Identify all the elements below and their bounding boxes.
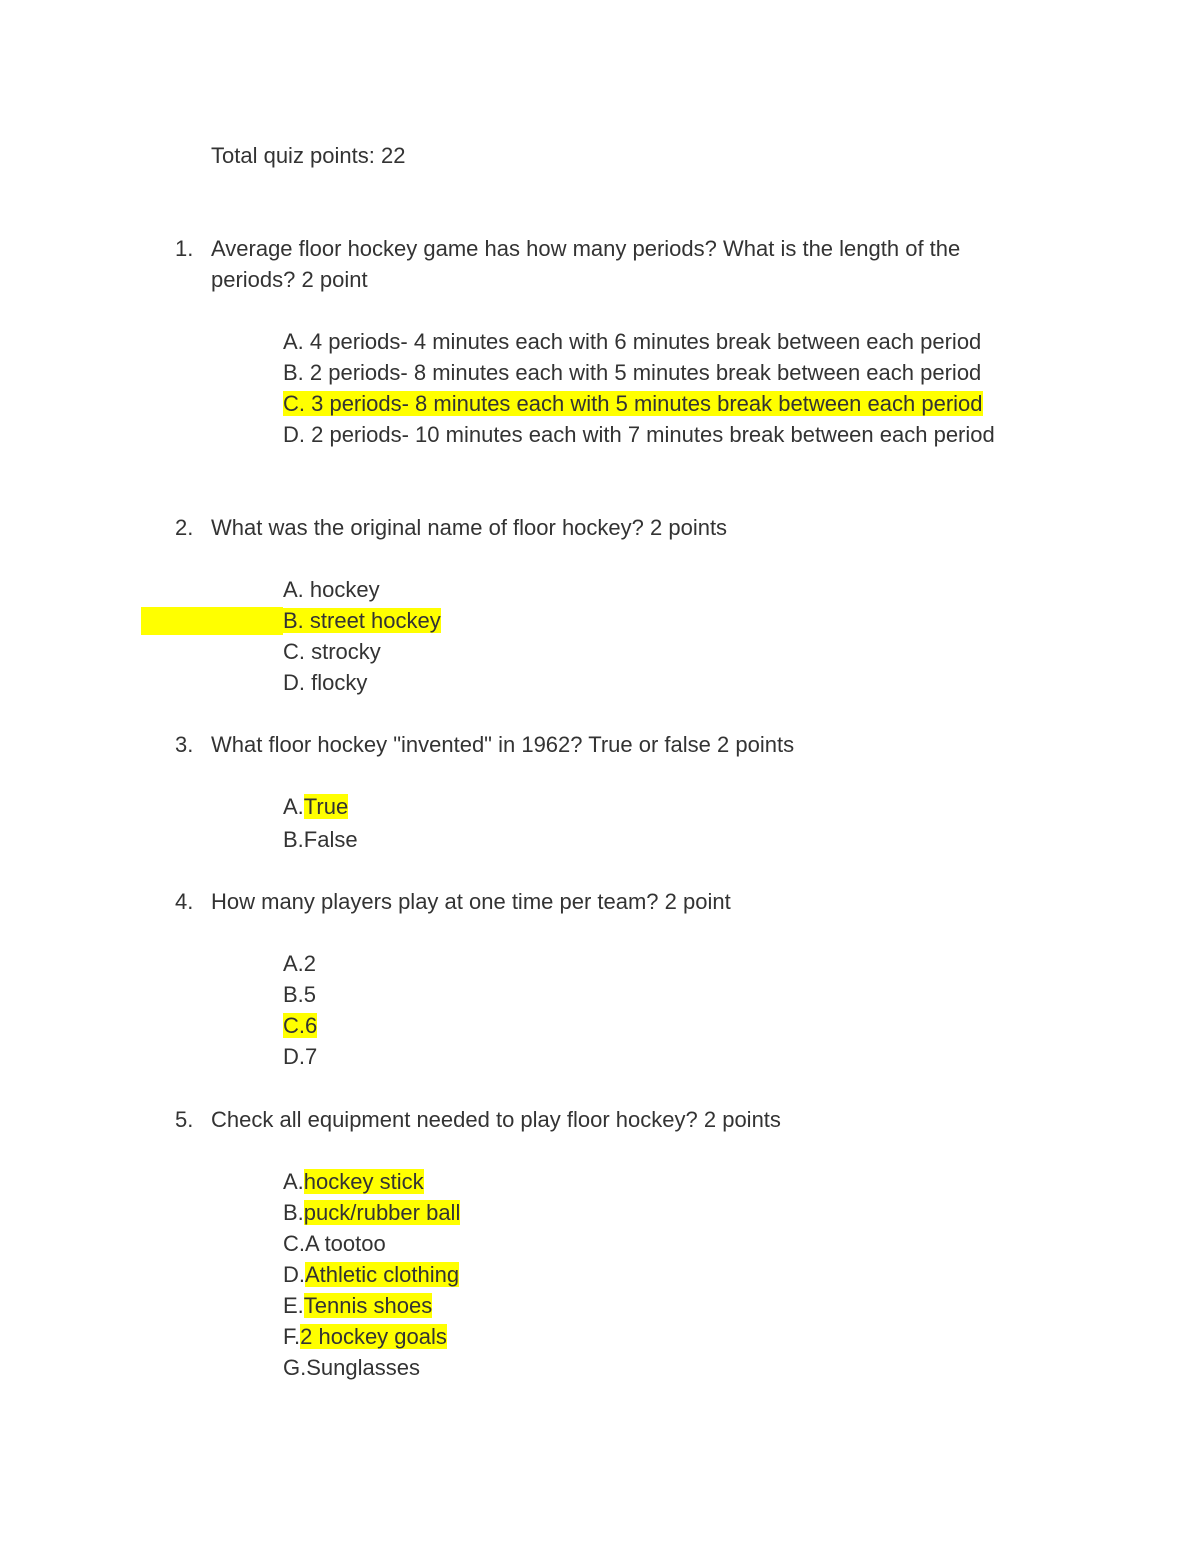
answer-option: D.7 [283, 1044, 318, 1069]
answer-option: A. 4 periods- 4 minutes each with 6 minutes break between each period [283, 329, 982, 354]
highlight-bar [141, 607, 283, 635]
question-number: 3. [175, 732, 194, 757]
question-number: 2. [175, 515, 194, 540]
answer-option-highlighted: B.puck/rubber ball [283, 1200, 461, 1225]
answer-option: B.False [283, 827, 358, 852]
question-text: What was the original name of floor hockey? 2 points [211, 515, 728, 540]
answer-option: C. strocky [283, 639, 381, 664]
answer-option: A. hockey [283, 577, 380, 602]
answer-option-highlighted: C. 3 periods- 8 minutes each with 5 minutes break between each period [283, 391, 983, 416]
question-text: Average floor hockey game has how many periods? What is the length of the [211, 236, 961, 261]
question-number: 5. [175, 1107, 194, 1132]
answer-option-highlighted: A.hockey stick [283, 1169, 424, 1194]
question-text: How many players play at one time per team? 2 point [211, 889, 731, 914]
question-text: What floor hockey "invented" in 1962? True or false 2 points [211, 732, 795, 757]
answer-option-highlighted: B. street hockey [283, 608, 441, 633]
answer-option: D. flocky [283, 670, 368, 695]
question-text: periods? 2 point [211, 267, 368, 292]
question-number: 1. [175, 236, 194, 261]
answer-option: B. 2 periods- 8 minutes each with 5 minutes break between each period [283, 360, 982, 385]
question-text: Check all equipment needed to play floor hockey? 2 points [211, 1107, 781, 1132]
answer-option-highlighted: E.Tennis shoes [283, 1293, 433, 1318]
answer-option: A.2 [283, 951, 317, 976]
answer-option-highlighted: D.Athletic clothing [283, 1262, 460, 1287]
question-number: 4. [175, 889, 194, 914]
answer-option-highlighted: C.6 [283, 1013, 318, 1038]
answer-option: C.A tootoo [283, 1231, 386, 1256]
answer-option: B.5 [283, 982, 317, 1007]
answer-option-highlighted: A.True [283, 794, 349, 819]
answer-option: D. 2 periods- 10 minutes each with 7 minutes break between each period [283, 422, 995, 447]
answer-option-highlighted: F.2 hockey goals [283, 1324, 447, 1349]
total-points: Total quiz points: 22 [211, 143, 406, 168]
answer-option: G.Sunglasses [283, 1355, 420, 1380]
